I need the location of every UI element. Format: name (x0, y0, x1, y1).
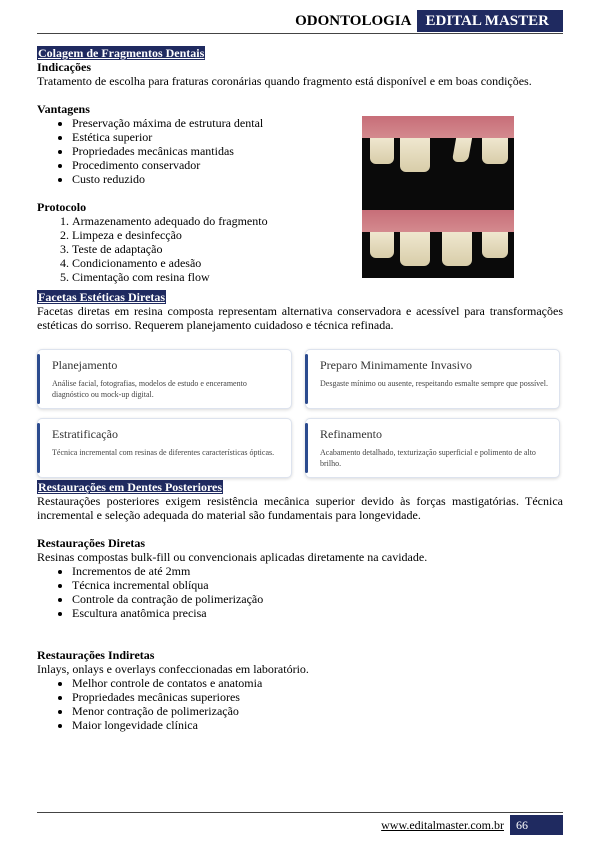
list-item: • Escultura anatômica precisa (72, 606, 563, 620)
page-number: 66 (510, 815, 563, 835)
indiretas-label: Restaurações Indiretas (37, 648, 155, 662)
card-title: Preparo Minimamente Invasivo (320, 358, 472, 372)
protocolo-list (37, 214, 563, 284)
card-title: Planejamento (52, 358, 118, 372)
card-description: Acabamento detalhado, texturização superficial e polimento de alto brilho. (320, 448, 536, 468)
diretas-text: Resinas compostas bulk-fill ou convencionais aplicadas diretamente na cavidade. (37, 550, 428, 564)
list-item: • Estética superior (72, 130, 563, 144)
header-title-box: EDITAL MASTER (417, 10, 563, 32)
card-refinamento (305, 418, 560, 478)
indiretas-list (37, 676, 563, 732)
list-item: • Preservação máxima de estrutura dental (72, 116, 563, 130)
indicacoes-text: Tratamento de escolha para fraturas coronárias quando fragmento está disponível e em boas condições. (37, 74, 532, 88)
card-title: Estratificação (52, 427, 118, 441)
card-title: Refinamento (320, 427, 382, 441)
header-divider (37, 33, 563, 34)
diretas-list (37, 564, 563, 620)
vantagens-label: Vantagens (37, 102, 90, 116)
list-item: • Técnica incremental oblíqua (72, 578, 563, 592)
card-description: Desgaste mínimo ou ausente, respeitando esmalte sempre que possível. (320, 379, 548, 388)
list-item: • Maior longevidade clínica (72, 718, 563, 732)
list-item: • Custo reduzido (72, 172, 563, 186)
section-title-colagem: Colagem de Fragmentos Dentais (38, 46, 205, 60)
card-planejamento (37, 349, 292, 409)
list-item: • Procedimento conservador (72, 158, 563, 172)
indicacoes-label: Indicações (37, 60, 91, 74)
diretas-label: Restaurações Diretas (37, 536, 146, 550)
list-item: 3. Teste de adaptação (72, 242, 563, 256)
list-item: • Propriedades mecânicas superiores (72, 690, 563, 704)
facetas-text: Facetas diretas em resina composta representam alternativa conservadora e acessível para transformações estéticas do sorriso. Requerem planejamento cuidadoso e técnica refinada. (37, 304, 563, 332)
list-item: • Controle da contração de polimerização (72, 592, 563, 606)
card-preparo (305, 349, 560, 409)
list-item: 2. Limpeza e desinfecção (72, 228, 563, 242)
page-footer (381, 815, 563, 835)
list-item: • Propriedades mecânicas mantidas (72, 144, 563, 158)
header-brand: ODONTOLOGIA (295, 13, 412, 29)
list-item: 5. Cimentação com resina flow (72, 270, 563, 284)
section-title-posteriores: Restaurações em Dentes Posteriores (38, 480, 223, 494)
card-estratificacao (37, 418, 292, 478)
card-description: Análise facial, fotografias, modelos de estudo e enceramento diagnóstico ou mock-up digital. (52, 379, 247, 399)
posteriores-text: Restaurações posteriores exigem resistência mecânica superior devido às forças mastigatórias. Técnica incremental e seleção adequada do material são fundamentais para longevidade. (37, 494, 563, 522)
footer-url-link[interactable]: www.editalmaster.com.br (381, 818, 504, 832)
vantagens-list (37, 116, 563, 186)
list-item: • Melhor controle de contatos e anatomia (72, 676, 563, 690)
facetas-cards (37, 349, 561, 477)
list-item: 4. Condicionamento e adesão (72, 256, 563, 270)
list-item: • Incrementos de até 2mm (72, 564, 563, 578)
protocolo-label: Protocolo (37, 200, 87, 214)
footer-divider (37, 812, 563, 813)
page-header (289, 10, 563, 32)
list-item: 1. Armazenamento adequado do fragmento (72, 214, 563, 228)
list-item: • Menor contração de polimerização (72, 704, 563, 718)
indiretas-text: Inlays, onlays e overlays confeccionadas em laboratório. (37, 662, 309, 676)
card-description: Técnica incremental com resinas de diferentes características ópticas. (52, 448, 275, 457)
section-title-facetas: Facetas Estéticas Diretas (38, 290, 166, 304)
